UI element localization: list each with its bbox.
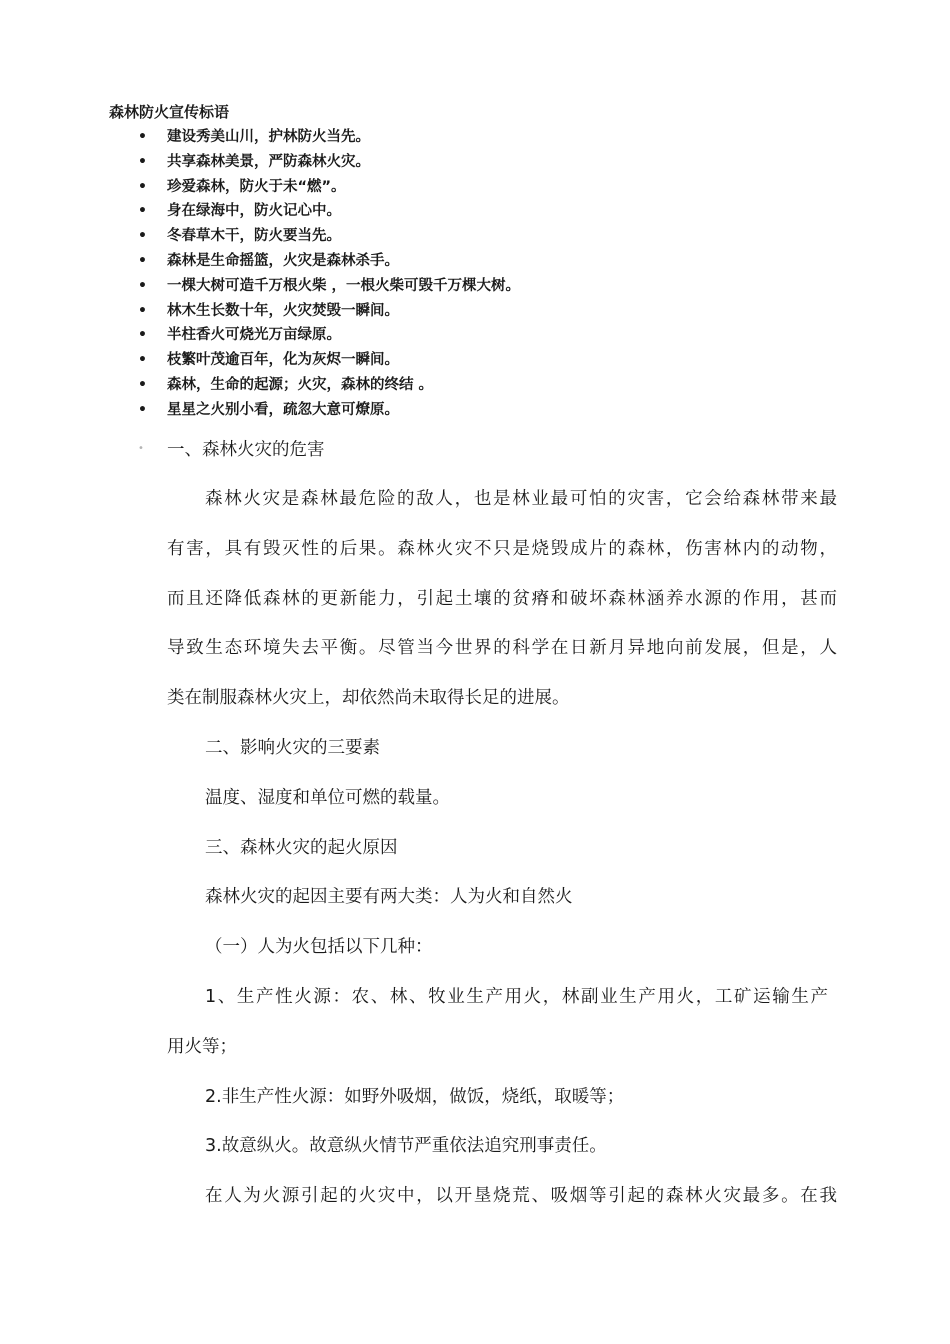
- slogan-text: 冬春草木干，防火要当先。: [167, 228, 341, 245]
- bullet-icon: •: [138, 327, 147, 344]
- slogan-text: 建设秀美山川，护林防火当先。: [167, 129, 370, 145]
- slogan-text: 枝繁叶茂逾百年，化为灰烬一瞬间。: [167, 352, 399, 369]
- paragraph-1-line: 而且还降低森林的更新能力，引起土壤的贫瘠和破坏森林涵养水源的作用，甚而: [167, 589, 837, 609]
- section-3-text: 森林火灾的起因主要有两大类：人为火和自然火: [205, 887, 573, 907]
- slogan-text: 珍爱森林，防火于未“燃”。: [167, 178, 346, 195]
- document-title: 森林防火宣传标语: [109, 103, 230, 121]
- bullet-icon: •: [138, 277, 147, 294]
- section-2-heading: 二、影响火灾的三要素: [205, 738, 380, 758]
- subsection-1-heading: （一）人为火包括以下几种：: [205, 937, 433, 957]
- bullet-icon: •: [138, 153, 147, 170]
- grey-bullet-icon: •: [138, 443, 144, 454]
- closing-line: 在人为火源引起的火灾中，以开垦烧荒、吸烟等引起的森林火灾最多。在我: [205, 1186, 837, 1206]
- section-1-heading: 一、森林火灾的危害: [167, 440, 325, 460]
- slogan-text: 半柱香火可烧光万亩绿原。: [167, 327, 341, 344]
- paragraph-1-line: 森林火灾是森林最危险的敌人，也是林业最可怕的灾害，它会给森林带来最: [205, 489, 837, 509]
- item-2: 2.非生产性火源：如野外吸烟，做饭，烧纸，取暖等；: [205, 1087, 625, 1107]
- paragraph-1-line: 类在制服森林火灾上，却依然尚未取得长足的进展。: [167, 688, 570, 708]
- section-2-text: 温度、湿度和单位可燃的载量。: [205, 788, 450, 808]
- bullet-icon: •: [138, 178, 147, 195]
- slogan-text: 森林，生命的起源；火灾，森林的终结 。: [167, 376, 434, 393]
- bullet-icon: •: [138, 252, 147, 269]
- bullet-icon: •: [138, 352, 147, 369]
- bullet-icon: •: [138, 401, 147, 418]
- slogan-text: 身在绿海中，防火记心中。: [167, 203, 341, 220]
- slogan-text: 星星之火别小看，疏忽大意可燎原。: [167, 401, 399, 418]
- bullet-icon: •: [138, 129, 147, 145]
- bullet-icon: •: [138, 376, 147, 393]
- slogan-text: 共享森林美景，严防森林火灾。: [167, 153, 370, 170]
- paragraph-1-line: 有害，具有毁灭性的后果。森林火灾不只是烧毁成片的森林，伤害林内的动物，: [167, 539, 837, 559]
- slogan-text: 森林是生命摇篮，火灾是森林杀手。: [167, 252, 399, 269]
- paragraph-1-line: 导致生态环境失去平衡。尽管当今世界的科学在日新月异地向前发展，但是，人: [167, 638, 837, 658]
- bullet-icon: •: [138, 302, 147, 319]
- item-1-line: 用火等；: [167, 1037, 237, 1057]
- item-1-line: 1、生产性火源：农、林、牧业生产用火，林副业生产用火，工矿运输生产: [205, 987, 828, 1007]
- slogan-text: 林木生长数十年，火灾焚毁一瞬间。: [167, 302, 399, 319]
- section-1-row: [0, 438, 950, 462]
- slogan-text: 一棵大树可造千万根火柴 ，一根火柴可毁千万棵大树。: [167, 277, 521, 294]
- section-3-heading: 三、森林火灾的起火原因: [205, 838, 398, 858]
- bullet-icon: •: [138, 203, 147, 220]
- bullet-icon: •: [138, 228, 147, 245]
- item-3: 3.故意纵火。故意纵火情节严重依法追究刑事责任。: [205, 1136, 607, 1156]
